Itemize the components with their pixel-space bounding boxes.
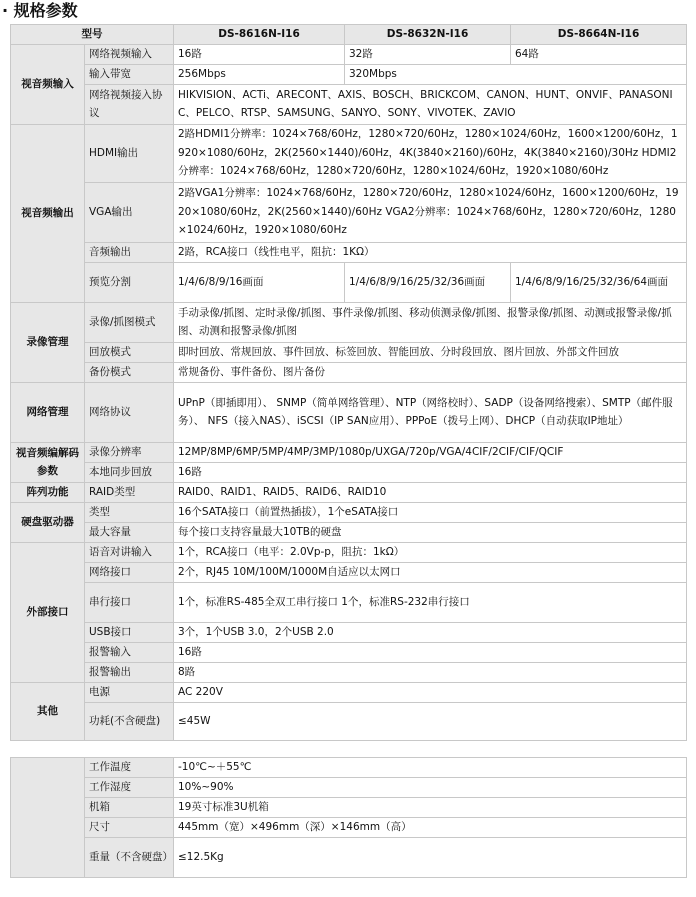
row-label: 机箱: [85, 798, 174, 818]
category-network: 网络管理: [11, 382, 85, 442]
spec-table: [10, 24, 687, 741]
header-model-3: DS-8664N-I16: [511, 25, 687, 45]
cell-value: UPnP（即插即用）、 SNMP（简单网络管理）、NTP（网络校时）、SADP（设备网络搜索）、SMTP（邮件服务）、 NFS（接入NAS）、iSCSI（IP SAN应用）、PPPoE（拨号上网）、DHCP（自动获取IP地址）: [174, 382, 687, 442]
cell-value: 3个，1个USB 3.0，2个USB 2.0: [174, 622, 687, 642]
row-label: 网络视频输入: [85, 44, 174, 64]
table-row: [11, 442, 687, 462]
table-row: [11, 182, 687, 242]
cell-value: AC 220V: [174, 682, 687, 702]
cell-value: 1个，标准RS-485全双工串行接口 1个，标准RS-232串行接口: [174, 582, 687, 622]
cell-value: 16路: [174, 642, 687, 662]
row-label: 网络接口: [85, 562, 174, 582]
table-row: [11, 562, 687, 582]
row-label: 音频输出: [85, 242, 174, 262]
table-row: [11, 542, 687, 562]
row-label: VGA输出: [85, 182, 174, 242]
row-label: USB接口: [85, 622, 174, 642]
cell-value: 常规备份、事件备份、图片备份: [174, 362, 687, 382]
row-label: 录像分辨率: [85, 442, 174, 462]
table-row: [11, 302, 687, 342]
cell-value: 每个接口支持容量最大10TB的硬盘: [174, 522, 687, 542]
row-label: 预览分割: [85, 262, 174, 302]
row-label: 类型: [85, 502, 174, 522]
table-row: [11, 462, 687, 482]
cell-value: 1/4/6/8/9/16/25/32/36/64画面: [511, 262, 687, 302]
row-label: 语音对讲输入: [85, 542, 174, 562]
cell-value: 2路HDMI1分辨率：1024×768/60Hz，1280×720/60Hz，1280×1024/60Hz，1600×1200/60Hz，1920×1080/60Hz，2K(2560×1440)/60Hz，4K(3840×2160)/60Hz，4K(3840×2160)/30Hz HDMI2分辨率：1024×768/60Hz，1280×720/60Hz，1280×1024/60Hz，1920×1080/60Hz: [174, 124, 687, 182]
cell-value: 即时回放、常规回放、事件回放、标签回放、智能回放、分时段回放、图片回放、外部文件回放: [174, 342, 687, 362]
cell-value: 2路VGA1分辨率：1024×768/60Hz，1280×720/60Hz，1280×1024/60Hz，1600×1200/60Hz，1920×1080/60Hz，2K(2560×1440)/60Hz VGA2分辨率：1024×768/60Hz，1280×720/60Hz，1280×1024/60Hz，1920×1080/60Hz: [174, 182, 687, 242]
category-av-input: 视音频输入: [11, 44, 85, 124]
cell-value: -10℃~＋55℃: [174, 758, 687, 778]
table-row: [11, 522, 687, 542]
table-row: [11, 758, 687, 778]
cell-value: 1/4/6/8/9/16画面: [174, 262, 345, 302]
category-av-output: 视音频输出: [11, 124, 85, 302]
row-label: 本地同步回放: [85, 462, 174, 482]
cell-value: 16个SATA接口（前置热插拔），1个eSATA接口: [174, 502, 687, 522]
table-row: [11, 44, 687, 64]
row-label: 功耗(不含硬盘): [85, 702, 174, 740]
row-label: 串行接口: [85, 582, 174, 622]
cell-value: 1/4/6/8/9/16/25/32/36画面: [345, 262, 511, 302]
row-label: 重量（不含硬盘）: [85, 838, 174, 878]
table-row: [11, 482, 687, 502]
header-model: 型号: [11, 25, 174, 45]
category-record: 录像管理: [11, 302, 85, 382]
category-external: 外部接口: [11, 542, 85, 682]
category-raid: 阵列功能: [11, 482, 85, 502]
category-blank: [11, 758, 85, 878]
table-row: [11, 778, 687, 798]
row-label: 输入带宽: [85, 64, 174, 84]
table-row: [11, 262, 687, 302]
cell-value: RAID0、RAID1、RAID5、RAID6、RAID10: [174, 482, 687, 502]
cell-value: 8路: [174, 662, 687, 682]
row-label: 报警输入: [85, 642, 174, 662]
table-row: [11, 342, 687, 362]
row-label: 电源: [85, 682, 174, 702]
table-row: [11, 362, 687, 382]
table-row: [11, 124, 687, 182]
row-label: 录像/抓图模式: [85, 302, 174, 342]
row-label: 网络视频接入协议: [85, 84, 174, 124]
category-codec: 视音频编解码参数: [11, 442, 85, 482]
table-row: [11, 682, 687, 702]
category-hdd: 硬盘驱动器: [11, 502, 85, 542]
category-other: 其他: [11, 682, 85, 740]
cell-value: 32路: [345, 44, 511, 64]
cell-value: ≤45W: [174, 702, 687, 740]
cell-value: 16路: [174, 44, 345, 64]
table-row: [11, 798, 687, 818]
table-row: [11, 502, 687, 522]
cell-value: HIKVISION、ACTi、ARECONT、AXIS、BOSCH、BRICKCOM、CANON、HUNT、ONVIF、PANASONIC、PELCO、RTSP、SAMSUNG、SANYO、SONY、VIVOTEK、ZAVIO: [174, 84, 687, 124]
cell-value: ≤12.5Kg: [174, 838, 687, 878]
row-label: 工作湿度: [85, 778, 174, 798]
table-row: [11, 84, 687, 124]
cell-value: 1个，RCA接口（电平：2.0Vp-p，阻抗：1kΩ）: [174, 542, 687, 562]
row-label: RAID类型: [85, 482, 174, 502]
cell-value: 19英寸标准3U机箱: [174, 798, 687, 818]
table-header-row: [11, 25, 687, 45]
table-row: [11, 702, 687, 740]
row-label: 报警输出: [85, 662, 174, 682]
row-label: 备份模式: [85, 362, 174, 382]
section-title: · 规格参数: [2, 1, 78, 20]
row-label: 最大容量: [85, 522, 174, 542]
header-model-1: DS-8616N-I16: [174, 25, 345, 45]
table-row: [11, 382, 687, 442]
cell-value: 64路: [511, 44, 687, 64]
cell-value: 手动录像/抓图、定时录像/抓图、事件录像/抓图、移动侦测录像/抓图、报警录像/抓图、动测或报警录像/抓图、动测和报警录像/抓图: [174, 302, 687, 342]
cell-value: 2个，RJ45 10M/100M/1000M自适应以太网口: [174, 562, 687, 582]
table-row: [11, 64, 687, 84]
table-row: [11, 838, 687, 878]
cell-value: 256Mbps: [174, 64, 345, 84]
cell-value: 10%~90%: [174, 778, 687, 798]
table-row: [11, 642, 687, 662]
table-row: [11, 662, 687, 682]
cell-value: 2路，RCA接口（线性电平，阻抗：1KΩ）: [174, 242, 687, 262]
table-row: [11, 818, 687, 838]
cell-value: 320Mbps: [345, 64, 687, 84]
row-label: 回放模式: [85, 342, 174, 362]
row-label: 工作温度: [85, 758, 174, 778]
table-row: [11, 242, 687, 262]
cell-value: 12MP/8MP/6MP/5MP/4MP/3MP/1080p/UXGA/720p/VGA/4CIF/2CIF/CIF/QCIF: [174, 442, 687, 462]
spec-table-continued: [10, 757, 687, 878]
cell-value: 16路: [174, 462, 687, 482]
cell-value: 445mm（宽）×496mm（深）×146mm（高）: [174, 818, 687, 838]
table-row: [11, 622, 687, 642]
row-label: 网络协议: [85, 382, 174, 442]
row-label: 尺寸: [85, 818, 174, 838]
row-label: HDMI输出: [85, 124, 174, 182]
table-row: [11, 582, 687, 622]
header-model-2: DS-8632N-I16: [345, 25, 511, 45]
